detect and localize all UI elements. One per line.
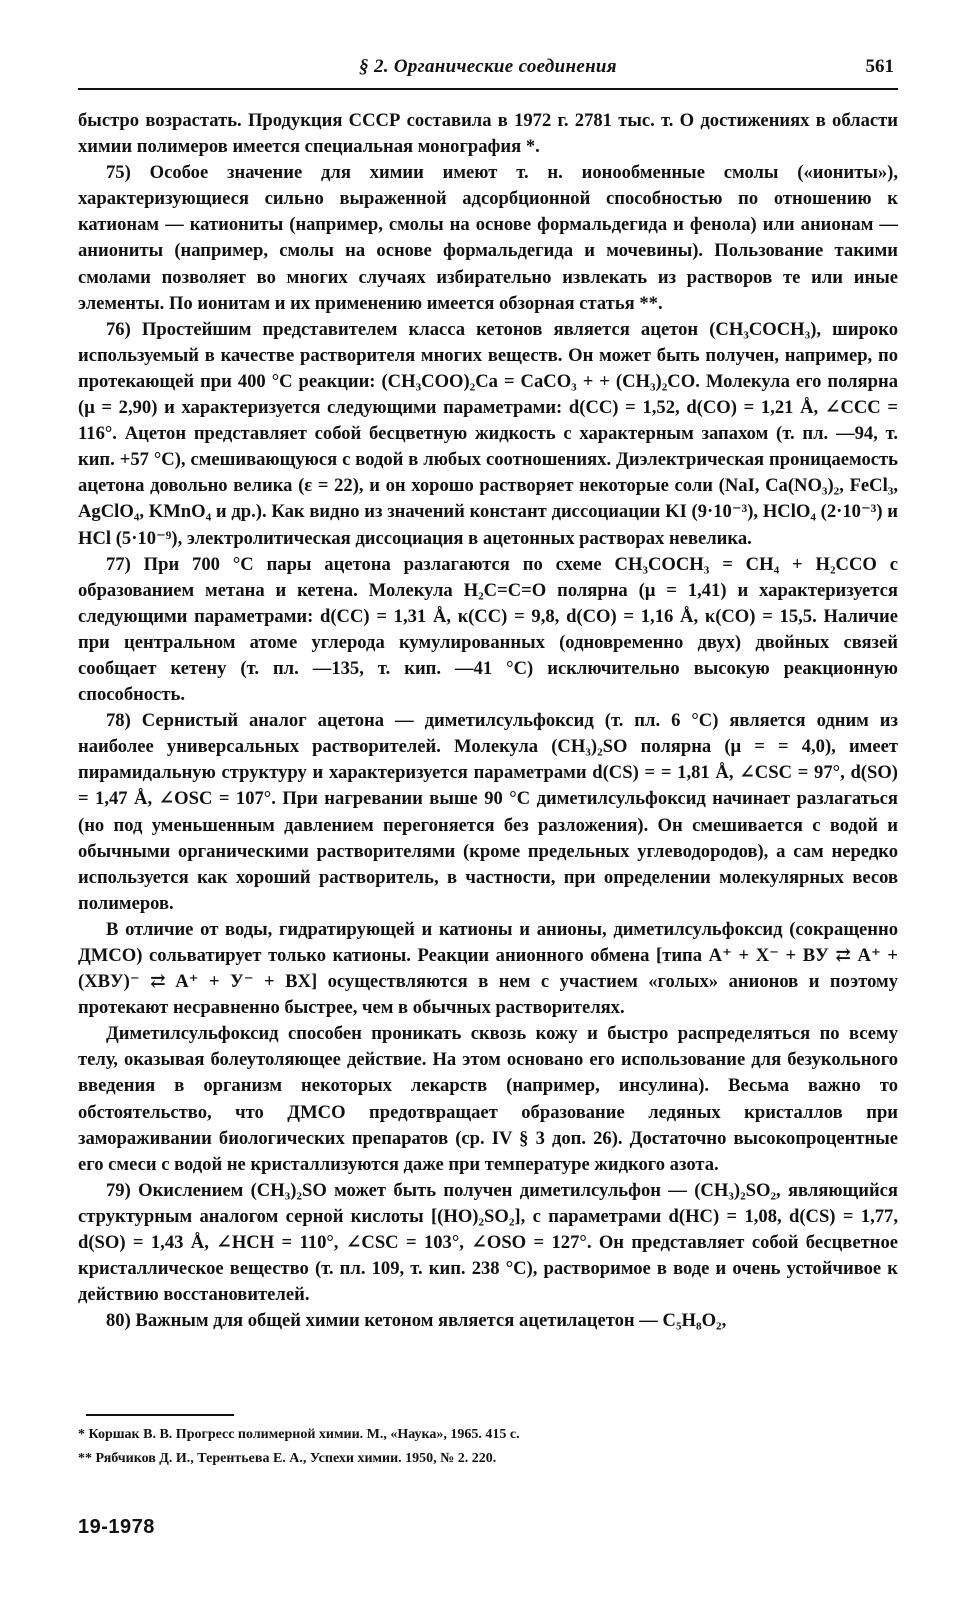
footnote-2: ** Рябчиков Д. И., Терентьева Е. А., Успехи химии. 1950, № 2. 220. (78, 1451, 497, 1466)
section-title: § 2. Органические соединения (359, 56, 617, 77)
printer-signature: 19-1978 (78, 1516, 155, 1538)
footnote-1: * Коршак В. В. Прогресс полимерной химии. М., «Наука», 1965. 415 с. (78, 1427, 520, 1442)
paragraph-80: 80) Важным для общей химии кетоном является ацетилацетон — C₅H₈O₂, (106, 1310, 727, 1332)
paragraph-77: 77) При 700 °C пары ацетона разлагаются по схеме CH₃COCH₃ = CH₄ + H₂CCO с образованием метана и кетена. Молекула H₂C=C=O полярна (μ = 1,41) и характеризуется следующими параметрами: d(CC) = 1,31 Å, κ(CC) = 9,8, d(CO) = 1,16 Å, κ(CO) = 15,5. Наличие при центральном атоме углерода кумулированных (одновременно двух) двойных связей сообщает кетену (т. пл. —135, т. кип. —41 °C) исключительно высокую реакционную способность. (78, 553, 898, 706)
main-text (78, 108, 898, 1334)
paragraph-79: 79) Окислением (CH₃)₂SO может быть получен диметилсульфон — (CH₃)₂SO₂, являющийся структурным аналогом серной кислоты [(HO)₂SO₂], с параметрами d(HC) = 1,08, d(CS) = 1,77, d(SO) = 1,43 Å, ∠HCH = 110°, ∠CSC = 103°, ∠OSO = 127°. Он представляет собой бесцветное кристаллическое вещество (т. пл. 109, т. кип. 238 °C), растворимое в воде и очень устойчивое к действию восстановителей. (78, 1179, 898, 1306)
paragraph-78: 78) Сернистый аналог ацетона — диметилсульфоксид (т. пл. 6 °C) является одним из наиболее универсальных растворителей. Молекула (CH₃)₂SO полярна (μ = = 4,0), имеет пирамидальную структуру и характеризуется параметрами d(CS) = = 1,81 Å, ∠CSC = 97°, d(SO) = 1,47 Å, ∠OSC = 107°. При нагревании выше 90 °C диметилсульфоксид начинает разлагаться (но под уменьшенным давлением перегоняется без разложения). Он смешивается с водой и обычными органическими растворителями (кроме предельных углеводородов), а сам нередко используется как хороший растворитель, в частности, при определении молекулярных весов полимеров. (78, 710, 898, 914)
footnote-divider (86, 1414, 234, 1416)
running-header (78, 52, 898, 90)
paragraph-continuation: быстро возрастать. Продукция СССР составила в 1972 г. 2781 тыс. т. О достижениях в области химии полимеров имеется специальная монография *. (78, 110, 898, 158)
paragraph-dmso-skin: Диметилсульфоксид способен проникать сквозь кожу и быстро распределяться по всему телу, оказывая болеутоляющее действие. На этом основано его использование для безукольного введения в организм некоторых лекарств (например, инсулина). Весьма важно то обстоятельство, что ДМСО предотвращает образование ледяных кристаллов при замораживании биологических препаратов (ср. IV § 3 доп. 26). Достаточно высокопроцентные его смеси с водой не кристаллизуются даже при температуре жидкого азота. (78, 1023, 898, 1175)
paragraph-dmso-solvation: В отличие от воды, гидратирующей и катионы и анионы, диметилсульфоксид (сокращенно ДМСО) сольватирует только катионы. Реакции анионного обмена [типа A⁺ + X⁻ + BУ ⇄ A⁺ + (XBУ)⁻ ⇄ A⁺ + У⁻ + BX] осуществляются в нем с участием «голых» анионов и поэтому протекают несравненно быстрее, чем в обычных растворителях. (78, 918, 898, 1019)
paragraph-75: 75) Особое значение для химии имеют т. н. ионообменные смолы («иониты»), характеризующиеся сильно выраженной адсорбционной способностью по отношению к катионам — катиониты (например, смолы на основе формальдегида и фенола) или анионам — аниониты (например, смолы на основе формальдегида и мочевины). Пользование такими смолами позволяет во многих случаях избирательно извлекать из растворов те или иные элементы. По ионитам и их применению имеется обзорная статья **. (78, 162, 898, 314)
page-number: 561 (865, 56, 894, 77)
paragraph-76: 76) Простейшим представителем класса кетонов является ацетон (CH₃COCH₃), широко используемый в качестве растворителя многих веществ. Он может быть получен, например, по протекающей при 400 °C реакции: (CH₃COO)₂Ca = CaCO₃ + + (CH₃)₂CO. Молекула его полярна (μ = 2,90) и характеризуется следующими параметрами: d(CC) = 1,52, d(CO) = 1,21 Å, ∠CCC = 116°. Ацетон представляет собой бесцветную жидкость с характерным запахом (т. пл. —94, т. кип. +57 °C), смешивающуюся с водой в любых соотношениях. Диэлектрическая проницаемость ацетона довольно велика (ε = 22), и он хорошо растворяет некоторые соли (NaI, Ca(NO₃)₂, FeCl₃, AgClO₄, KMnO₄ и др.). Как видно из значений констант диссоциации KI (9·10⁻³), HClO₄ (2·10⁻³) и HCl (5·10⁻⁹), электролитическая диссоциация в ацетонных растворах невелика. (78, 318, 898, 549)
